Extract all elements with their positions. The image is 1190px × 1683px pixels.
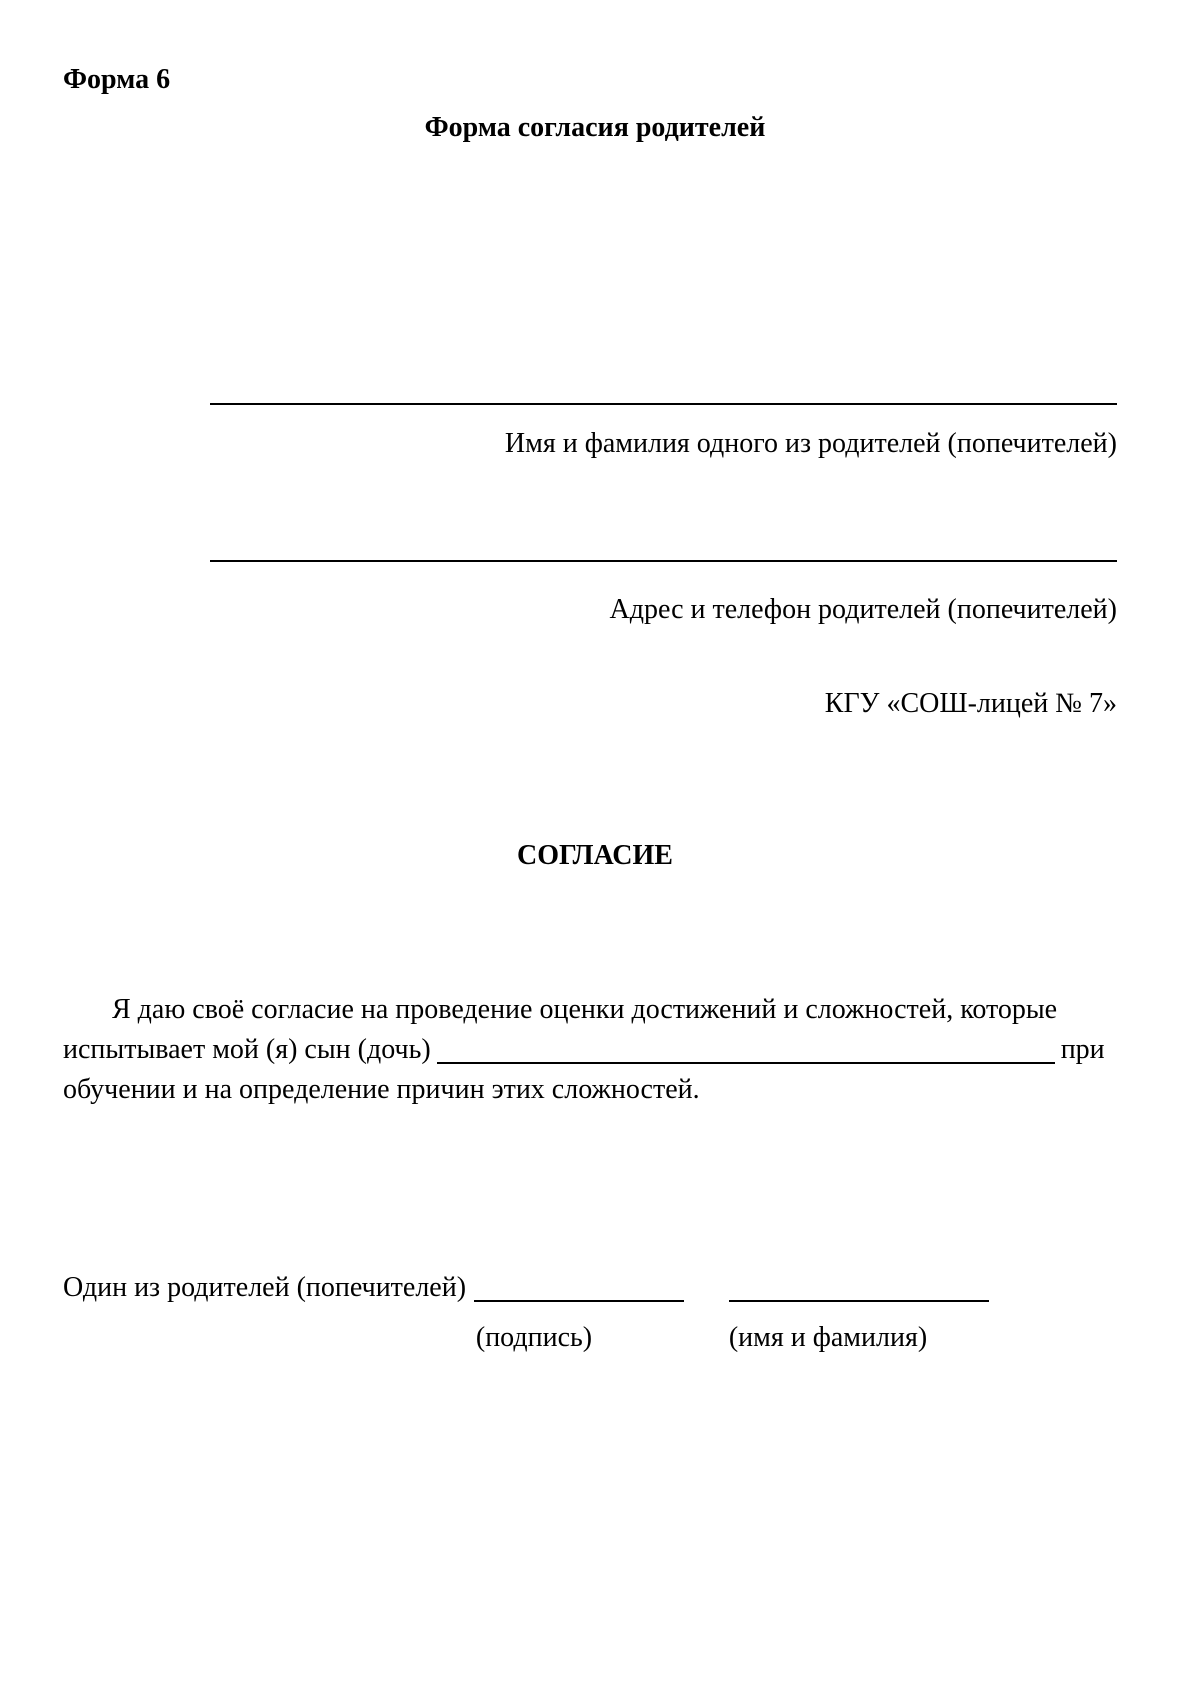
signature-row	[63, 1272, 989, 1304]
consent-text-line1: Я даю своё согласие на проведение оценки достижений и сложностей, которые	[112, 994, 1058, 1025]
form-number: Форма 6	[63, 64, 171, 95]
consent-heading: СОГЛАСИЕ	[517, 840, 673, 871]
parent-contact-blank-line[interactable]	[210, 560, 1117, 562]
signer-name-blank[interactable]	[729, 1272, 989, 1302]
consent-text-line3: обучении и на определение причин этих сложностей.	[63, 1074, 700, 1105]
signature-caption: (подпись)	[475, 1322, 593, 1353]
signer-name-caption: (имя и фамилия)	[728, 1322, 928, 1353]
signature-blank[interactable]	[474, 1272, 684, 1302]
school-name: КГУ «СОШ-лицей № 7»	[824, 688, 1117, 719]
consent-text-line2-before: испытывает мой (я) сын (дочь)	[63, 1034, 431, 1065]
parent-name-blank-line[interactable]	[210, 403, 1117, 405]
consent-text-line2-after: при	[1060, 1034, 1105, 1065]
parent-name-field-label: Имя и фамилия одного из родителей (попечителей)	[504, 428, 1117, 459]
child-name-blank[interactable]	[437, 1034, 1055, 1064]
consent-paragraph	[63, 990, 1163, 1110]
signature-row-label: Один из родителей (попечителей)	[63, 1272, 467, 1303]
parent-contact-field-label: Адрес и телефон родителей (попечителей)	[609, 594, 1117, 625]
page-title: Форма согласия родителей	[424, 112, 766, 143]
